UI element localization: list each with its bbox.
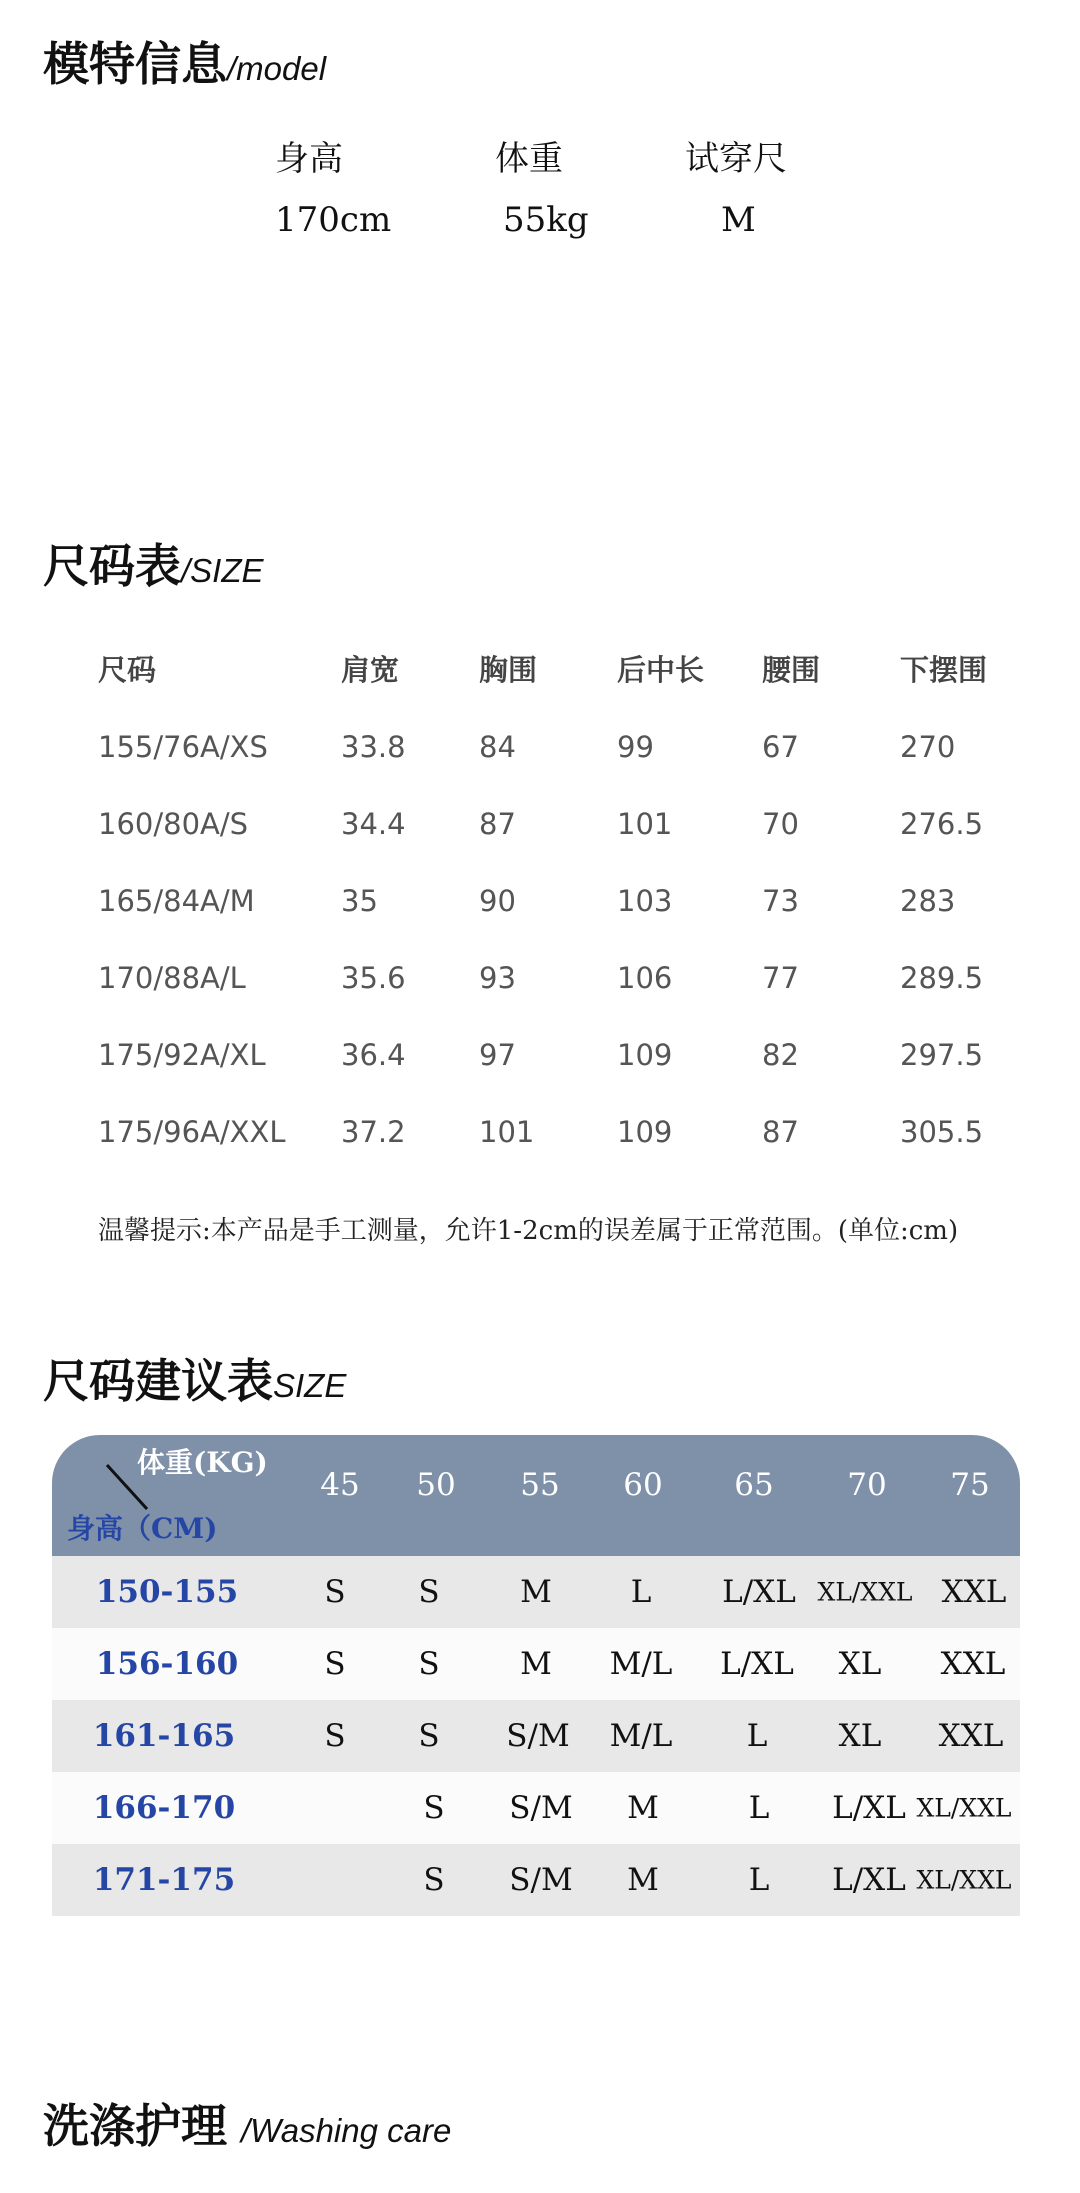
size-cell: 170/88A/L bbox=[98, 960, 246, 995]
weight-header-cell: 60 bbox=[623, 1467, 663, 1503]
washing-section-title bbox=[43, 2090, 451, 2156]
size-header-cell: 下摆围 bbox=[900, 652, 988, 687]
size-cell: 175/92A/XL bbox=[98, 1037, 266, 1072]
size-cell: 93 bbox=[479, 960, 516, 995]
size-cell: 33.8 bbox=[341, 729, 406, 764]
size-cell: 82 bbox=[762, 1037, 799, 1072]
washing-title-zh: 洗涤护理 bbox=[43, 2099, 227, 2153]
weight-header-cell: 55 bbox=[520, 1467, 560, 1503]
size-title-zh: 尺码表 bbox=[43, 539, 181, 593]
measurement-note: 温馨提示:本产品是手工测量，允许1-2cm的误差属于正常范围。(单位:cm) bbox=[98, 1216, 959, 1246]
model-header-weight: 体重 bbox=[495, 138, 563, 179]
size-cell: L/XL bbox=[722, 1574, 796, 1610]
model-header-height: 身高 bbox=[275, 138, 343, 179]
size-cell: S/M bbox=[506, 1718, 570, 1754]
size-cell: 289.5 bbox=[900, 960, 984, 995]
table-row bbox=[98, 785, 1018, 862]
size-cell: XL/XXL bbox=[916, 1865, 1012, 1895]
height-range-cell: 166-170 bbox=[92, 1790, 236, 1826]
model-title-zh: 模特信息 bbox=[43, 37, 227, 91]
size-cell: 276.5 bbox=[900, 806, 984, 841]
table-row bbox=[98, 862, 1018, 939]
size-cell: 109 bbox=[617, 1114, 673, 1149]
size-header-cell: 尺码 bbox=[98, 652, 157, 687]
washing-title-en: /Washing care bbox=[241, 2112, 452, 2149]
size-suggestion-table bbox=[52, 1435, 1020, 1916]
size-cell: S bbox=[324, 1574, 346, 1610]
size-cell: 67 bbox=[762, 729, 799, 764]
size-cell: S/M bbox=[509, 1790, 573, 1826]
size-cell: S bbox=[423, 1790, 445, 1826]
size-table bbox=[98, 628, 1018, 1170]
size-cell: M/L bbox=[609, 1718, 673, 1754]
size-cell: 87 bbox=[479, 806, 516, 841]
size-cell: 109 bbox=[617, 1037, 673, 1072]
size-cell: M bbox=[627, 1790, 659, 1826]
size-cell: 90 bbox=[479, 883, 516, 918]
height-axis-label: 身高（CM) bbox=[67, 1512, 218, 1545]
size-cell: 99 bbox=[617, 729, 654, 764]
size-cell: S bbox=[418, 1646, 440, 1682]
size-cell: S bbox=[423, 1862, 445, 1898]
size-cell: 175/96A/XXL bbox=[98, 1114, 286, 1149]
size-section-title bbox=[43, 530, 264, 596]
weight-header-cell: 75 bbox=[950, 1467, 990, 1503]
height-range-cell: 150-155 bbox=[95, 1574, 239, 1610]
suggestion-table-header bbox=[52, 1435, 1020, 1556]
size-cell: M/L bbox=[609, 1646, 673, 1682]
size-cell: 87 bbox=[762, 1114, 799, 1149]
size-cell: XL/XXL bbox=[817, 1577, 913, 1607]
table-row bbox=[52, 1700, 1020, 1772]
height-range-cell: 156-160 bbox=[95, 1646, 239, 1682]
table-row bbox=[52, 1556, 1020, 1628]
table-row bbox=[98, 1016, 1018, 1093]
size-cell: XXL bbox=[940, 1646, 1006, 1682]
size-cell: L bbox=[630, 1574, 652, 1610]
model-section-title bbox=[43, 28, 326, 94]
size-cell: S bbox=[418, 1718, 440, 1754]
model-header-size: 试穿尺 bbox=[685, 138, 787, 179]
size-cell: M bbox=[627, 1862, 659, 1898]
suggest-title-zh: 尺码建议表 bbox=[43, 1354, 273, 1408]
size-cell: 37.2 bbox=[341, 1114, 406, 1149]
size-cell: 101 bbox=[617, 806, 673, 841]
size-cell: L bbox=[748, 1862, 770, 1898]
size-cell: XXL bbox=[938, 1718, 1004, 1754]
table-row bbox=[52, 1628, 1020, 1700]
size-cell: S bbox=[418, 1574, 440, 1610]
weight-header-cell: 45 bbox=[320, 1467, 360, 1503]
size-cell: 270 bbox=[900, 729, 956, 764]
model-info bbox=[275, 125, 835, 255]
size-cell: 297.5 bbox=[900, 1037, 984, 1072]
size-cell: 97 bbox=[479, 1037, 516, 1072]
size-cell: 165/84A/M bbox=[98, 883, 255, 918]
size-cell: L/XL bbox=[720, 1646, 794, 1682]
size-cell: 101 bbox=[479, 1114, 535, 1149]
weight-header-cell: 70 bbox=[847, 1467, 887, 1503]
model-info-header bbox=[275, 125, 835, 185]
size-cell: 34.4 bbox=[341, 806, 406, 841]
size-cell: XL bbox=[838, 1718, 882, 1754]
model-value-height: 170cm bbox=[275, 200, 392, 240]
size-header-cell: 胸围 bbox=[479, 652, 538, 687]
size-cell: 77 bbox=[762, 960, 799, 995]
size-cell: 106 bbox=[617, 960, 673, 995]
size-cell: S/M bbox=[509, 1862, 573, 1898]
size-cell: 283 bbox=[900, 883, 956, 918]
size-cell: 35 bbox=[341, 883, 378, 918]
size-cell: 305.5 bbox=[900, 1114, 984, 1149]
suggest-section-title bbox=[43, 1345, 346, 1411]
size-cell: 35.6 bbox=[341, 960, 406, 995]
size-cell: L bbox=[746, 1718, 768, 1754]
model-title-en: /model bbox=[227, 50, 327, 87]
size-cell: L/XL bbox=[832, 1862, 906, 1898]
size-cell: L bbox=[748, 1790, 770, 1826]
weight-axis-label: 体重(KG) bbox=[137, 1446, 268, 1479]
size-cell: 84 bbox=[479, 729, 516, 764]
size-cell: S bbox=[324, 1646, 346, 1682]
size-header-cell: 后中长 bbox=[617, 652, 705, 687]
size-cell: M bbox=[520, 1646, 552, 1682]
size-header-cell: 肩宽 bbox=[341, 652, 400, 687]
size-title-en: /SIZE bbox=[181, 552, 264, 589]
model-value-size: M bbox=[721, 200, 756, 240]
suggest-title-en: SIZE bbox=[273, 1367, 347, 1404]
size-cell: 70 bbox=[762, 806, 799, 841]
size-cell: XXL bbox=[941, 1574, 1007, 1610]
weight-header-cell: 50 bbox=[416, 1467, 456, 1503]
size-cell: M bbox=[520, 1574, 552, 1610]
size-header-cell: 腰围 bbox=[762, 652, 821, 687]
model-value-weight: 55kg bbox=[503, 200, 589, 240]
size-cell: 36.4 bbox=[341, 1037, 406, 1072]
table-row bbox=[98, 708, 1018, 785]
height-range-cell: 161-165 bbox=[92, 1718, 236, 1754]
height-range-cell: 171-175 bbox=[92, 1862, 236, 1898]
size-cell: XL/XXL bbox=[916, 1793, 1012, 1823]
table-row bbox=[52, 1844, 1020, 1916]
table-row bbox=[98, 1093, 1018, 1170]
size-table-header bbox=[98, 628, 1018, 708]
table-row bbox=[52, 1772, 1020, 1844]
size-cell: 160/80A/S bbox=[98, 806, 249, 841]
size-cell: 103 bbox=[617, 883, 673, 918]
size-cell: XL bbox=[838, 1646, 882, 1682]
size-cell: L/XL bbox=[832, 1790, 906, 1826]
size-cell: 155/76A/XS bbox=[98, 729, 268, 764]
table-row bbox=[98, 939, 1018, 1016]
size-cell: S bbox=[324, 1718, 346, 1754]
weight-header-cell: 65 bbox=[734, 1467, 774, 1503]
model-info-values bbox=[275, 185, 835, 255]
size-cell: 73 bbox=[762, 883, 799, 918]
